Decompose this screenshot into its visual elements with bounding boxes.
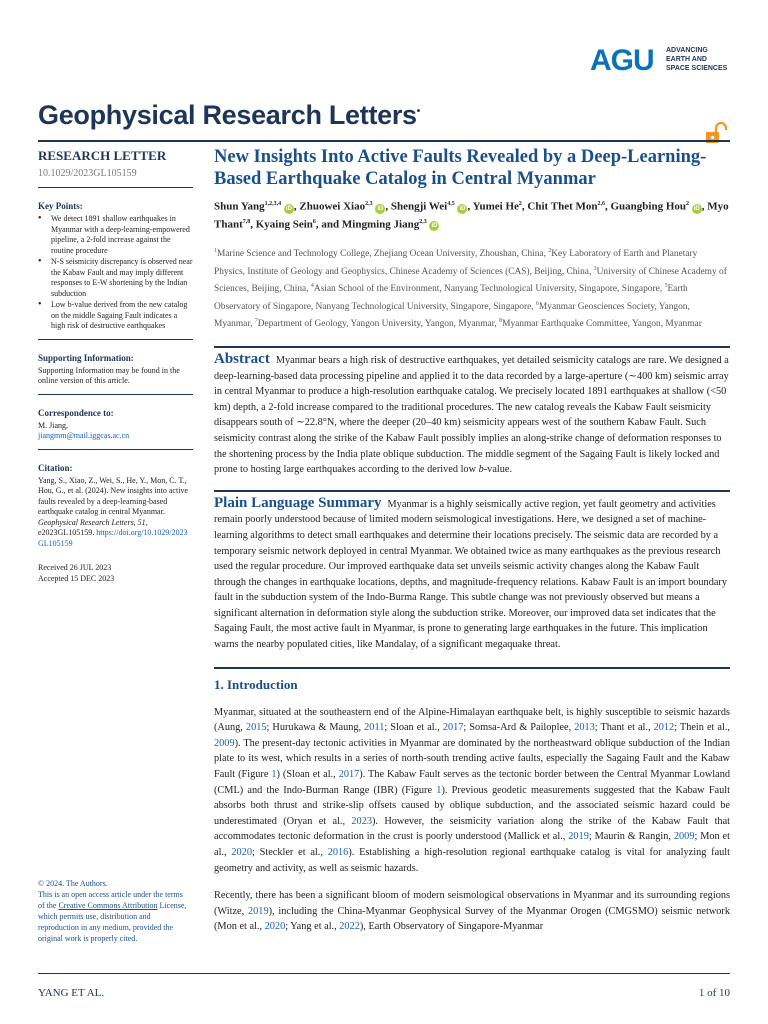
affiliation-text: Marine Science and Technology College, Zhejiang Ocean University, Zhoushan, China, <box>217 249 549 260</box>
affiliation-text: Earth Observatory of Singapore, Nanyang Technological University, Singapore, Singapore, <box>214 284 688 313</box>
citation-link[interactable]: 2009 <box>214 737 235 749</box>
citation-link[interactable]: 2012 <box>653 722 675 734</box>
author-name: Chit Thet Mon <box>527 200 598 213</box>
article-main <box>214 146 730 935</box>
footer-rule <box>38 973 730 974</box>
citation-link[interactable]: 2019 <box>248 905 269 917</box>
orcid-icon[interactable]: iD <box>377 205 384 212</box>
plain-language-summary-section <box>214 490 730 653</box>
author-separator: , <box>467 200 473 213</box>
key-point: • N-S seismicity discrepancy is observed near the Kabaw Fault and may imply different responses to E-W shortening by the Indian subduction <box>38 257 193 299</box>
pls-body: Myanmar is a highly seismically active region, yet fault geometry and activities remain poorly understood because of limited modern seismological investigations. Here, we designed a set of machine-learning algorithms to detect small earthquakes and determine their locations precisely. The seismic data are recorded by a temporary seismic network deployed in central Myanmar. We obtained twice as many earthquakes as the previous research used the regular procedure. Our improved earthquake data set unveils seismic activity changes along the Kabaw Fault through the changes in earthquake locations, depths, and magnitude-frequency relations. Kabaw Fault is an import boundary fault in the subduction system of the Indo-Burma Range. This subtle change was not previously observed but means a significant alternation in deformation style along the subduction strike. Moreover, our improved data set indicates that the Sagaing Fault, the most active fault in Myanmar, is prone to generating large earthquakes in the future. This implication warns the nearby populated cities, like Mandalay, of a significant megaquake threat. <box>214 498 727 651</box>
author-affiliation-marker: 2 <box>686 201 690 207</box>
author-name: Myo Thant <box>214 200 729 231</box>
author-separator: , <box>701 200 708 213</box>
paragraph-text: ; Thant et al., <box>594 722 654 734</box>
citation-journal: Geophysical Research Letters, 51 <box>38 517 146 527</box>
affiliation-number: 5 <box>664 283 668 290</box>
author-name: Mingming Jiang <box>341 218 420 231</box>
introduction-paragraph <box>214 705 730 877</box>
journal-title <box>38 100 420 131</box>
agu-tagline-line: ADVANCING <box>666 47 708 54</box>
abstract-b-symbol: b <box>478 464 484 476</box>
author-separator: , and <box>315 218 342 231</box>
journal-mark: • <box>416 106 420 117</box>
abstract-heading: Abstract <box>214 350 270 367</box>
author-separator: , <box>385 200 391 213</box>
paragraph-text: Recently, there has been a significant bloom of modern seismological observations in Myanmar and its surrounding regions (Witze, <box>214 890 730 917</box>
paragraph-text: ; Sloan et al., <box>384 722 443 734</box>
paragraph-text: ). However, the seismicity variation along the strike of the Kabaw Fault that accommodates tectonic deformation in the crust is poorly understood (Mallick et al., <box>214 815 731 843</box>
paragraph-text: ). The Kabaw Fault serves as the tectonic border between the Central Myanmar Lowland (CML) and the Indo-Burman Range (IBR) (Figure <box>214 769 730 796</box>
license-notice <box>38 878 188 944</box>
sidebar-rule <box>38 187 193 188</box>
citation-link[interactable]: 2023 <box>351 815 372 827</box>
agu-tagline <box>666 46 746 73</box>
abstract-body: Myanmar bears a high risk of destructive earthquakes, yet detailed seismicity catalogs are rare. We designed a deep-learning-based data processing pipeline and applied it to the data recorded by a large-aperture (∼400 km) seismic array in central Myanmar to produce a high-resolution earthquake catalog. We precisely located 1891 earthquakes at shallow (<50 km) depth, a 2-fold increase compared to the traditional procedures. The new catalog reveals the Kabaw Fault seismicity disappears south of ∼22.8°N, where the deeper (20–40 km) seismicity appears west of the southern Kabaw Fault. Such seismicity contrast along the strike of the Kabaw Fault possibly implies an along-strike change of deformation responses to the shortening process by the India plate oblique subduction. The middle segment of the Sagaing Fault is likely locked and prone to hosting large earthquakes according to the derived low <box>214 354 729 476</box>
affiliation-text: Asian School of the Environment, Nanyang Technological University, Singapore, Singapore, <box>313 284 665 295</box>
affiliation-text: Myanmar Geosciences Society, Yangon, Myanmar, <box>214 302 690 330</box>
paragraph-text: ). The present-day tectonic activities in Myanmar are dominated by the northeastward oblique subduction of the Indian plate to its west, which results in a series of north-south trending active faults, especially the Sagaing Fault and the Kabaw Fault (Figure <box>214 737 730 781</box>
article-title: New Insights Into Active Faults Revealed by a Deep-Learning-Based Earthquake Catalog in Central Myanmar <box>214 147 707 189</box>
paragraph-text: ; Somsa-Ard & Pailoplee, <box>463 722 575 734</box>
supporting-info-heading: Supporting Information: <box>38 352 134 363</box>
license-text: License, which permits use, distribution and reproduction in any medium, provided the original work is properly cited. <box>38 901 187 943</box>
citation-link[interactable]: 2013 <box>574 722 595 734</box>
correspondence-email-link[interactable]: jiangmm@mail.iggcas.ac.cn <box>38 431 130 440</box>
paragraph-text: Myanmar, situated at the southeastern end of the Alpine-Himalayan earthquake belt, is highly susceptible to seismic hazards (Aung, <box>214 706 730 734</box>
author-affiliation-marker: 1,2,3,4 <box>264 201 282 207</box>
paragraph-text: ), Earth Observatory of Singapore-Myanmar <box>359 921 544 933</box>
affiliations <box>214 244 730 332</box>
abstract-section <box>214 346 730 478</box>
affiliation-number: 1 <box>214 248 217 255</box>
orcid-icon[interactable]: iD <box>431 223 438 230</box>
citation-link[interactable]: 2022 <box>339 921 360 933</box>
citation-link[interactable]: 2019 <box>568 831 589 843</box>
copyright: © 2024. The Authors. <box>38 879 108 888</box>
sidebar-rule <box>38 339 193 340</box>
abstract-end: -value. <box>483 464 513 476</box>
author-affiliation-marker: 2,6 <box>597 201 605 207</box>
key-points-list <box>38 214 193 332</box>
agu-tagline-line: EARTH AND <box>666 56 707 63</box>
paragraph-text: ). Establishing a high-resolution regional earthquake catalog is vital for analyzing fault geometry and activity, as well as seismic hazards. <box>214 847 731 874</box>
key-point: • Low b-value derived from the new catalog on the middle Sagaing Fault indicates a high risk of destructive earthquakes <box>38 300 193 332</box>
accepted-date: Accepted 15 DEC 2023 <box>38 573 115 583</box>
author-separator: , <box>250 218 256 231</box>
citation-text <box>38 476 193 550</box>
author-name: Shengji Wei <box>390 200 448 213</box>
article-type: RESEARCH LETTER <box>38 148 167 163</box>
sidebar <box>38 148 193 584</box>
correspondence-name: M. Jiang, <box>38 420 68 430</box>
affiliation-text: Myanmar Earthquake Committee, Yangon, Myanmar <box>502 319 702 330</box>
sidebar-rule <box>38 394 193 395</box>
citation-link[interactable]: 2020 <box>264 921 286 933</box>
license-text: This is an open access article under the terms of the <box>38 890 183 910</box>
received-date: Received 26 JUL 2023 <box>38 563 112 572</box>
introduction-heading: 1. Introduction <box>214 676 298 692</box>
citation-id: , e2023GL105159. <box>38 517 148 537</box>
citation-link[interactable]: 2015 <box>245 722 267 734</box>
author-affiliation-marker: 2,3 <box>365 201 373 207</box>
affiliation-number: 3 <box>593 265 597 272</box>
supporting-info-text: Supporting Information may be found in the online version of this article. <box>38 365 180 385</box>
page-number: 1 of 10 <box>698 987 730 999</box>
paragraph-text: ; Mon et al., <box>214 831 730 858</box>
citation-link[interactable]: 2011 <box>364 722 385 734</box>
affiliation-text: Department of Geology, Yangon University, Yangon, Myanmar, <box>257 319 500 330</box>
paragraph-text: ; Steckler et al., <box>251 847 328 858</box>
author-name: Kyaing Sein <box>255 218 313 231</box>
orcid-icon[interactable]: iD <box>459 205 466 212</box>
author-affiliation-marker: 2 <box>518 201 522 207</box>
header-rule <box>38 140 730 142</box>
author-separator: , <box>293 200 300 213</box>
author-name: Guangbing Hou <box>610 200 687 213</box>
introduction-paragraph <box>214 888 730 935</box>
citation-link[interactable]: 2009 <box>673 831 695 843</box>
orcid-icon[interactable]: iD <box>693 205 700 212</box>
citation-link[interactable]: 1 <box>436 784 442 796</box>
author-name: Shun Yang <box>214 200 265 213</box>
agu-tagline-line: SPACE SCIENCES <box>666 65 728 72</box>
author-list <box>214 197 730 232</box>
author-separator: , <box>521 200 528 213</box>
affiliation-number: 4 <box>310 283 314 290</box>
paragraph-text: ; Maurin & Rangin, <box>588 831 674 843</box>
footer-authors: YANG ET AL. <box>38 987 105 999</box>
sidebar-rule <box>38 449 193 450</box>
citation-heading: Citation: <box>38 462 73 473</box>
author-affiliation-marker: 7,8 <box>242 218 251 225</box>
affiliation-number: 2 <box>548 248 552 255</box>
author-name: Zhuowei Xiao <box>299 200 366 213</box>
introduction-section <box>214 667 730 935</box>
paragraph-text: ; Thein et al., <box>674 722 730 734</box>
author-name: Yumei He <box>472 200 519 213</box>
citation-link[interactable]: 2017 <box>442 722 464 734</box>
citation-link[interactable]: 1 <box>271 769 277 781</box>
paragraph-text: ) (Sloan et al., <box>276 769 339 781</box>
journal-name: Geophysical Research Letters <box>38 100 417 130</box>
paragraph-text: ). Previous geodetic measurements suggested that the Kabaw Fault absorbs both thrust and strike-slip offsets caused by oblique subduction, and the associated seismic hazard could be underestimated (Oryan et al., <box>214 784 730 827</box>
author-affiliation-marker: 6 <box>312 218 316 225</box>
affiliation-number: 8 <box>499 318 503 325</box>
citation-link[interactable]: 2020 <box>231 847 252 858</box>
citation-link[interactable]: 2017 <box>338 769 360 781</box>
creative-commons-link[interactable]: Creative Commons Attribution <box>58 901 158 910</box>
agu-logo: AGU <box>590 44 654 77</box>
citation-link[interactable]: 2016 <box>327 847 349 858</box>
key-points-heading: Key Points: <box>38 201 83 211</box>
affiliation-number: 6 <box>535 300 539 307</box>
paragraph-text: ), including the China-Myanmar Geophysical Survey of the Myanmar Orogen (CMGSMO) seismic network (Mon et al., <box>214 905 730 933</box>
paragraph-text: ; Yang et al., <box>285 921 340 933</box>
citation-body: Yang, S., Xiao, Z., Wei, S., He, Y., Mon, C. T., Hou, G., et al. (2024). New insights into active faults revealed by a deep-learning-based earthquake catalog in central Myanmar. <box>38 475 188 516</box>
pls-text <box>214 496 730 653</box>
pls-heading: Plain Language Summary <box>214 494 382 511</box>
affiliation-number: 7 <box>254 318 258 325</box>
author-separator: , <box>605 200 611 213</box>
author-affiliation-marker: 2,3 <box>419 218 427 225</box>
abstract-text <box>214 352 730 478</box>
correspondence-heading: Correspondence to: <box>38 407 114 418</box>
citation-doi-link[interactable]: https://doi.org/10.1029/2023GL105159 <box>38 528 188 548</box>
key-point: • We detect 1891 shallow earthquakes in Myanmar with a deep-learning-empowered pipeline, a 2-fold increase against the routine procedure <box>38 214 193 256</box>
affiliation-text: University of Chinese Academy of Sciences, Beijing, China, <box>214 266 727 295</box>
paragraph-text: ; Hurukawa & Maung, <box>266 722 365 734</box>
doi[interactable]: 10.1029/2023GL105159 <box>38 168 137 179</box>
orcid-icon[interactable]: iD <box>285 205 292 212</box>
affiliation-text: Key Laboratory of Earth and Planetary Physics, Institute of Geology and Geophysics, Chinese Academy of Sciences (CAS), Beijing, China, <box>214 249 698 277</box>
author-affiliation-marker: 4,5 <box>447 201 455 207</box>
